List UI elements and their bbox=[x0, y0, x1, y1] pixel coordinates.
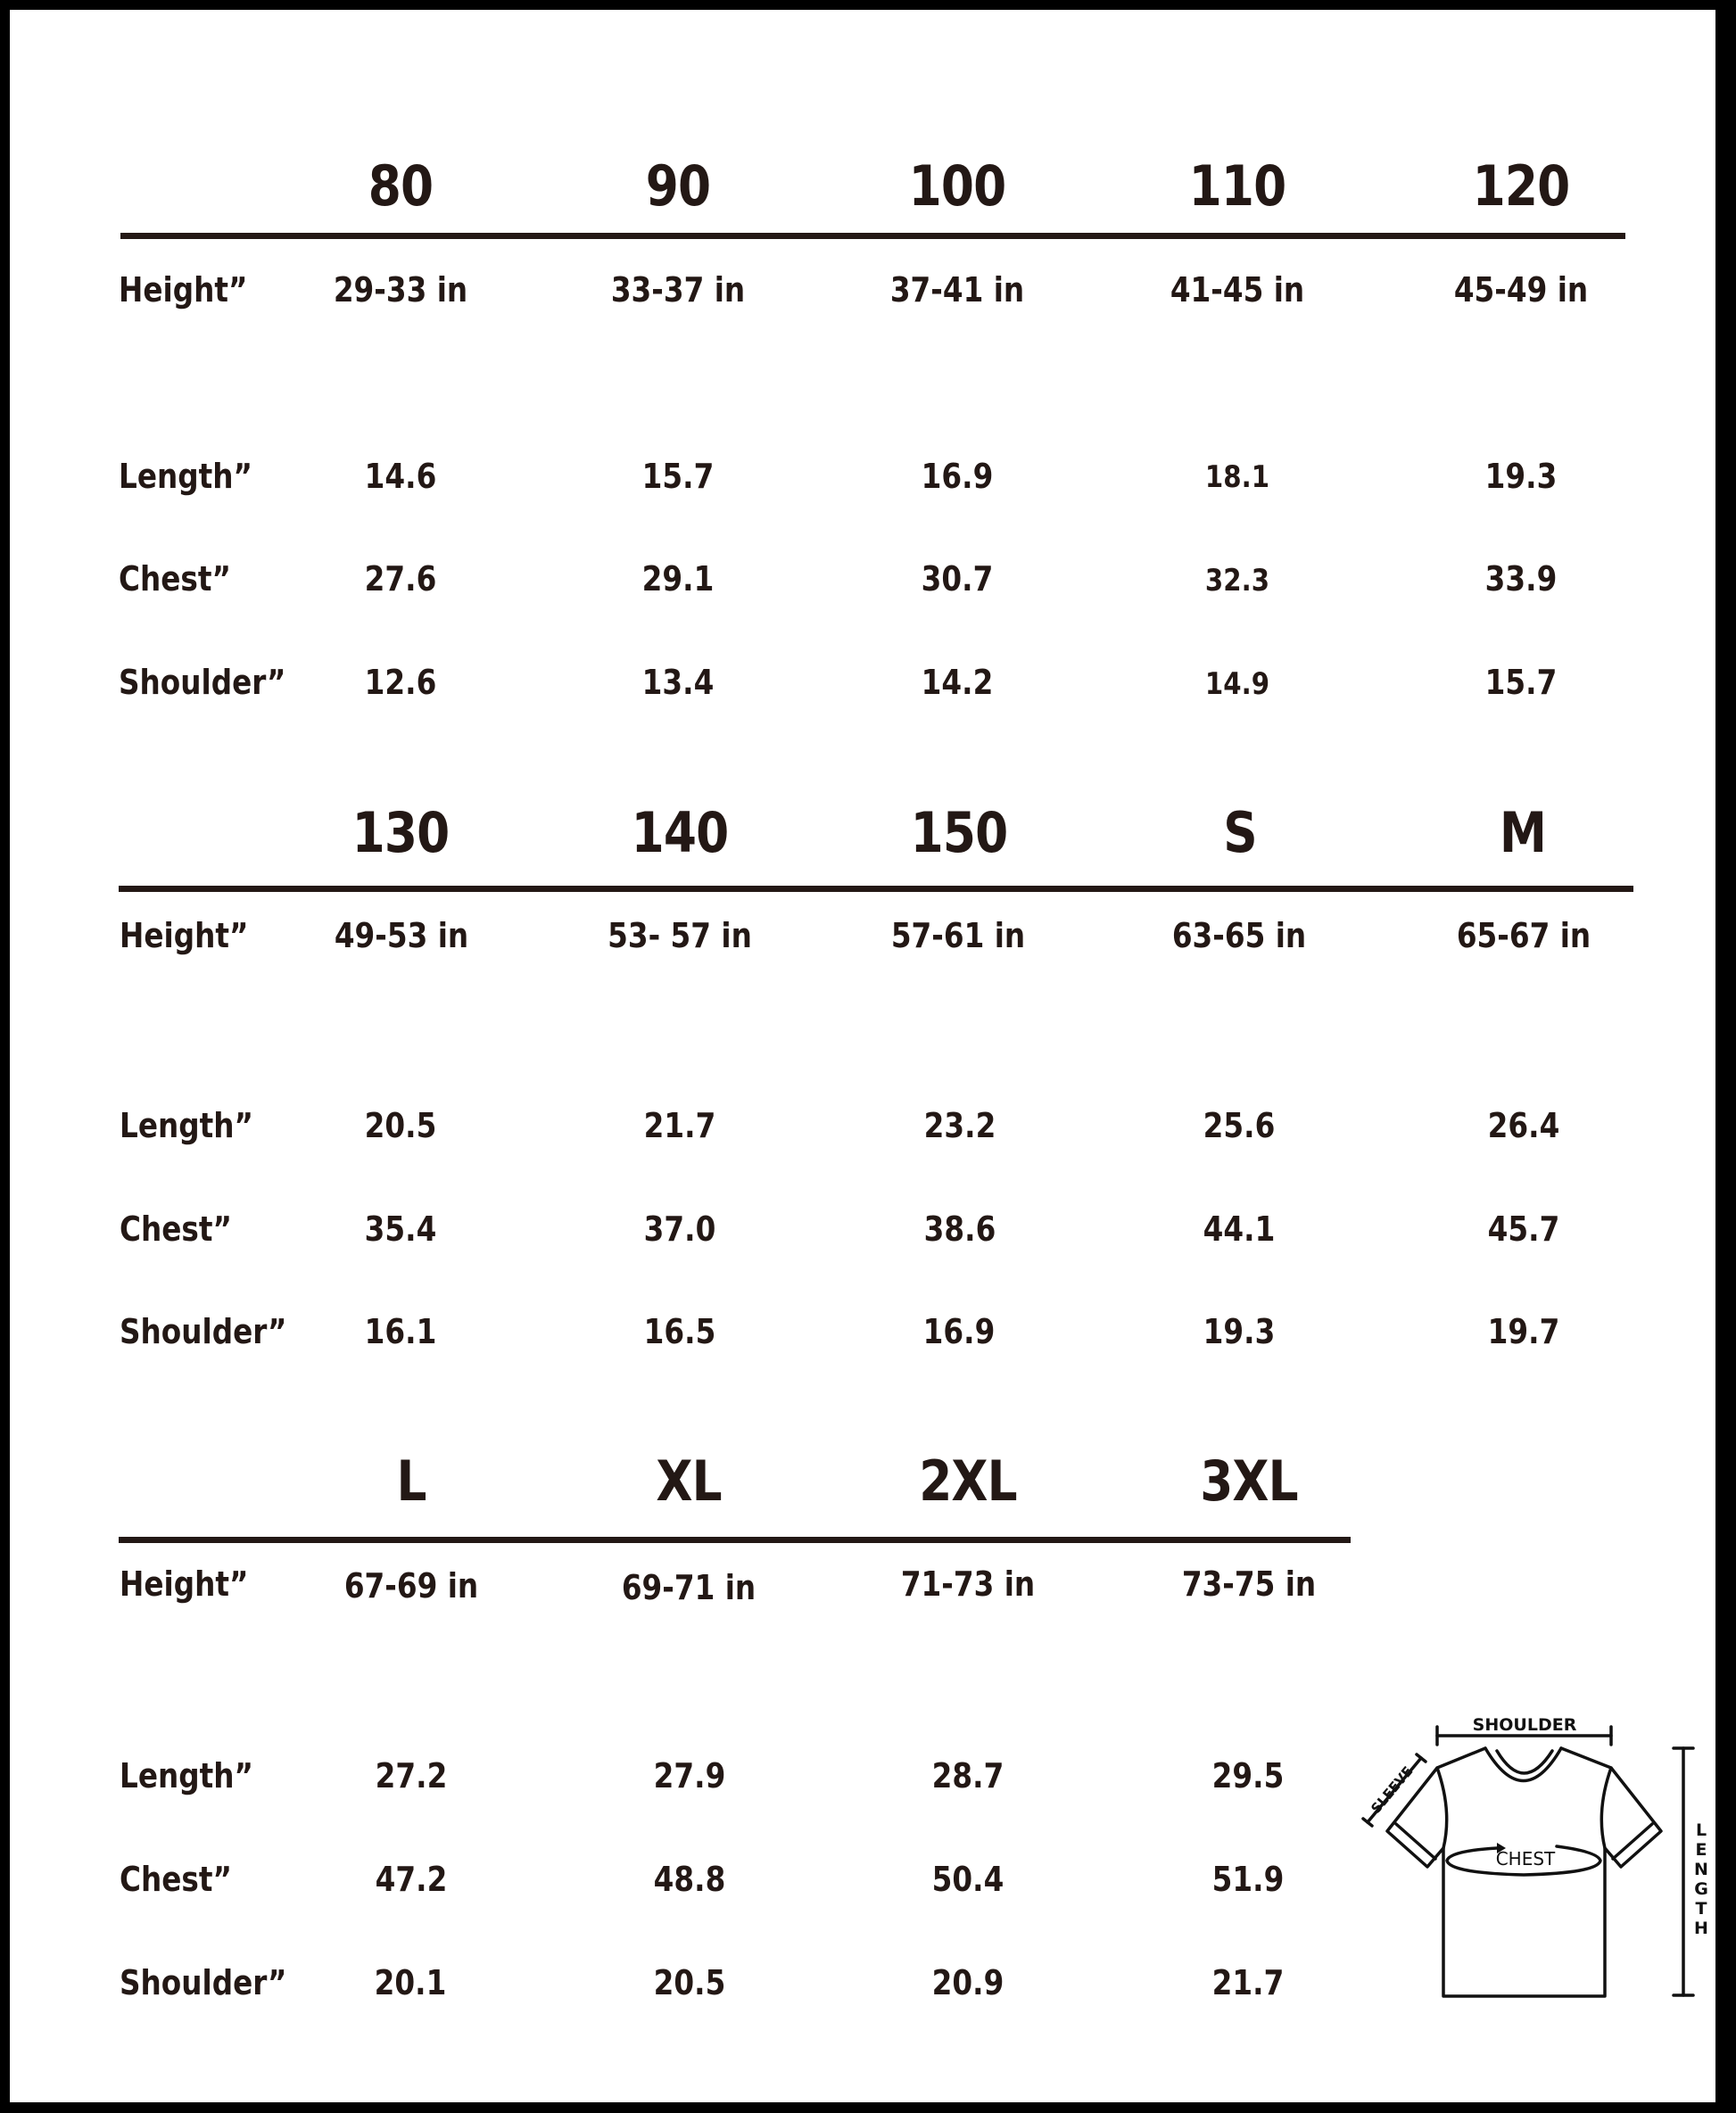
chest-value: 51.9 bbox=[1211, 1860, 1285, 1899]
height-value: 57-61 in bbox=[890, 916, 1026, 955]
shoulder-value: 12.6 bbox=[364, 663, 437, 702]
svg-text:G: G bbox=[1694, 1879, 1708, 1899]
chest-label: CHEST bbox=[1495, 1848, 1556, 1870]
chest-value: 38.6 bbox=[923, 1209, 996, 1249]
size-header: 140 bbox=[631, 800, 729, 865]
tshirt-measurement-diagram bbox=[1356, 1708, 1713, 2011]
shoulder-value: 19.7 bbox=[1487, 1312, 1560, 1351]
height-value: 37-41 in bbox=[889, 270, 1025, 310]
shoulder-value: 20.1 bbox=[374, 1963, 447, 2002]
length-value: 29.5 bbox=[1211, 1756, 1285, 1795]
shoulder-value: 14.2 bbox=[921, 663, 994, 702]
shoulder-label: SHOULDER bbox=[1472, 1715, 1577, 1735]
tshirt-measurement-icon bbox=[1356, 1708, 1713, 2011]
length-value: 27.9 bbox=[653, 1756, 726, 1795]
row-label-height: Height” bbox=[120, 1564, 249, 1604]
size-header: XL bbox=[656, 1449, 722, 1514]
chest-value: 48.8 bbox=[653, 1860, 726, 1899]
shoulder-value: 20.9 bbox=[931, 1963, 1004, 2002]
height-value: 63-65 in bbox=[1171, 916, 1307, 955]
height-value: 69-71 in bbox=[621, 1568, 756, 1607]
header-divider bbox=[119, 886, 1633, 892]
row-label-length: Length” bbox=[119, 457, 253, 496]
height-value: 65-67 in bbox=[1456, 916, 1591, 955]
height-value: 41-45 in bbox=[1170, 270, 1305, 310]
length-value: 19.3 bbox=[1484, 457, 1558, 496]
row-label-length: Length” bbox=[120, 1106, 254, 1145]
svg-text:E: E bbox=[1695, 1840, 1707, 1860]
header-divider bbox=[119, 1537, 1351, 1543]
chest-value: 37.0 bbox=[643, 1209, 716, 1249]
size-header: 100 bbox=[908, 153, 1006, 219]
height-value: 49-53 in bbox=[334, 916, 469, 955]
size-header: S bbox=[1223, 800, 1257, 865]
length-value: 15.7 bbox=[641, 457, 715, 496]
height-value: 33-37 in bbox=[610, 270, 746, 310]
length-label bbox=[1694, 1820, 1708, 1938]
length-value: 25.6 bbox=[1203, 1106, 1276, 1145]
height-value: 67-69 in bbox=[343, 1566, 479, 1605]
row-label-chest: Chest” bbox=[119, 559, 231, 598]
shoulder-value: 16.1 bbox=[364, 1312, 437, 1351]
svg-text:H: H bbox=[1694, 1919, 1708, 1938]
svg-text:N: N bbox=[1694, 1860, 1708, 1879]
header-divider bbox=[120, 233, 1625, 239]
row-label-chest: Chest” bbox=[120, 1860, 232, 1899]
size-header: 120 bbox=[1472, 153, 1570, 219]
length-value: 23.2 bbox=[923, 1106, 996, 1145]
shoulder-value: 21.7 bbox=[1211, 1963, 1285, 2002]
chest-value: 45.7 bbox=[1487, 1209, 1560, 1249]
size-header: L bbox=[396, 1449, 426, 1514]
row-label-height: Height” bbox=[119, 270, 248, 310]
shoulder-value: 20.5 bbox=[653, 1963, 726, 2002]
shoulder-value: 19.3 bbox=[1203, 1312, 1276, 1351]
height-value: 29-33 in bbox=[333, 270, 468, 310]
size-header: 110 bbox=[1188, 153, 1286, 219]
length-value: 18.1 bbox=[1204, 459, 1270, 495]
chest-value: 30.7 bbox=[921, 559, 994, 598]
chest-value: 32.3 bbox=[1204, 563, 1270, 598]
length-value: 27.2 bbox=[375, 1756, 448, 1795]
length-value: 28.7 bbox=[931, 1756, 1004, 1795]
shoulder-value: 15.7 bbox=[1484, 663, 1558, 702]
size-header: 90 bbox=[645, 153, 711, 219]
row-label-height: Height” bbox=[120, 916, 249, 955]
chest-value: 50.4 bbox=[931, 1860, 1004, 1899]
size-header: 130 bbox=[351, 800, 450, 865]
length-value: 16.9 bbox=[921, 457, 994, 496]
sleeve-label: SLEEVE bbox=[1368, 1762, 1417, 1817]
length-value: 26.4 bbox=[1487, 1106, 1560, 1145]
chest-value: 33.9 bbox=[1484, 559, 1558, 598]
row-label-shoulder: Shoulder” bbox=[120, 1963, 287, 2002]
row-label-shoulder: Shoulder” bbox=[119, 663, 286, 702]
height-value: 71-73 in bbox=[900, 1564, 1036, 1604]
row-label-length: Length” bbox=[120, 1756, 254, 1795]
svg-text:T: T bbox=[1695, 1899, 1707, 1919]
size-header: 80 bbox=[368, 153, 434, 219]
height-value: 73-75 in bbox=[1181, 1564, 1317, 1604]
chest-value: 47.2 bbox=[375, 1860, 448, 1899]
size-header: M bbox=[1499, 800, 1547, 865]
svg-text:L: L bbox=[1695, 1820, 1707, 1840]
chest-value: 27.6 bbox=[364, 559, 437, 598]
size-header: 150 bbox=[910, 800, 1008, 865]
shoulder-value: 14.9 bbox=[1204, 666, 1270, 702]
row-label-shoulder: Shoulder” bbox=[120, 1312, 287, 1351]
chest-value: 35.4 bbox=[364, 1209, 437, 1249]
length-value: 21.7 bbox=[643, 1106, 716, 1145]
size-header: 2XL bbox=[919, 1449, 1017, 1514]
shoulder-value: 13.4 bbox=[641, 663, 715, 702]
chest-value: 44.1 bbox=[1203, 1209, 1276, 1249]
length-value: 14.6 bbox=[364, 457, 437, 496]
size-header: 3XL bbox=[1200, 1449, 1298, 1514]
shoulder-value: 16.9 bbox=[922, 1312, 996, 1351]
row-label-chest: Chest” bbox=[120, 1209, 232, 1249]
chest-value: 29.1 bbox=[641, 559, 715, 598]
height-value: 45-49 in bbox=[1453, 270, 1589, 310]
shoulder-value: 16.5 bbox=[643, 1312, 716, 1351]
length-value: 20.5 bbox=[364, 1106, 437, 1145]
height-value: 53- 57 in bbox=[608, 916, 752, 955]
